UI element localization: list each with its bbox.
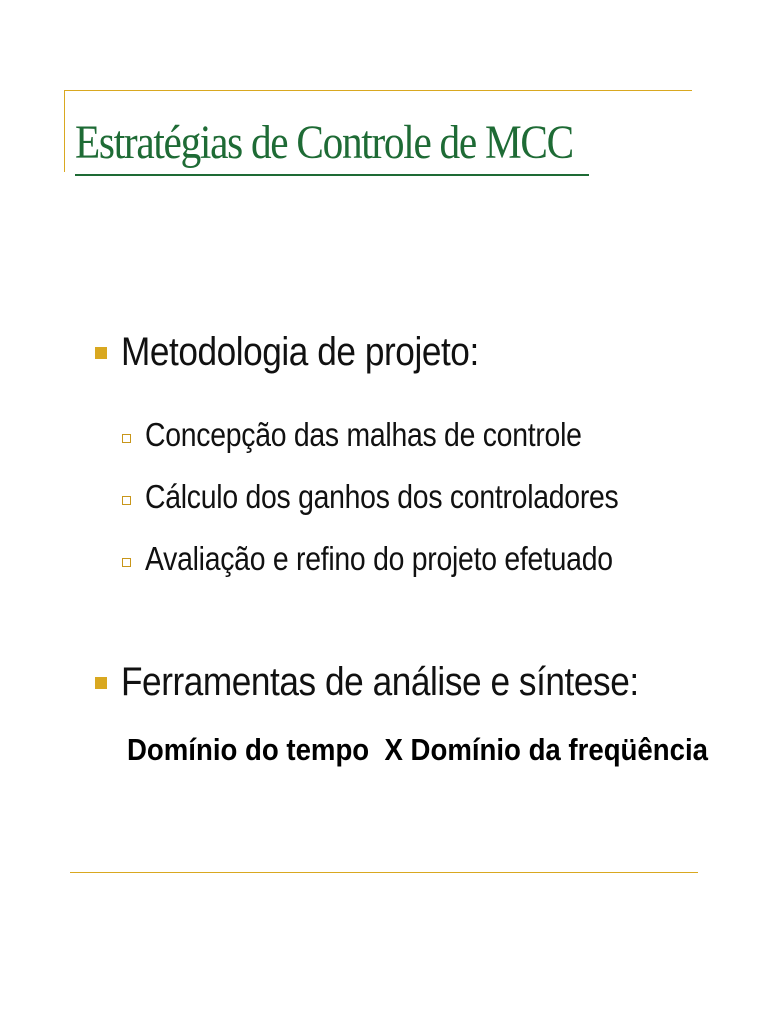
bullet-text: Ferramentas de análise e síntese: (121, 660, 639, 704)
top-divider (64, 90, 692, 91)
bottom-divider (70, 872, 698, 873)
sub-item-text: Cálculo dos ganhos dos controladores (145, 478, 619, 515)
bullet-methodology (95, 330, 528, 375)
methodology-sublist (122, 404, 696, 590)
sub-item-text: Concepção das malhas de controle (145, 416, 582, 453)
sub-item (122, 528, 696, 590)
sub-item (122, 404, 696, 466)
bullet-tools (95, 660, 709, 705)
bullet-text: Metodologia de projeto: (121, 330, 479, 374)
hollow-square-bullet-icon (122, 558, 131, 567)
title-underline (75, 174, 589, 176)
sub-item (122, 466, 696, 528)
hollow-square-bullet-icon (122, 434, 131, 443)
left-divider (64, 90, 65, 172)
domain-comparison-text: Domínio do tempo X Domínio da freqüência (127, 732, 708, 767)
hollow-square-bullet-icon (122, 496, 131, 505)
sub-item-text: Avaliação e refino do projeto efetuado (145, 540, 613, 577)
square-bullet-icon (95, 677, 107, 689)
slide-title: Estratégias de Controle de MCC (75, 116, 573, 169)
square-bullet-icon (95, 347, 107, 359)
